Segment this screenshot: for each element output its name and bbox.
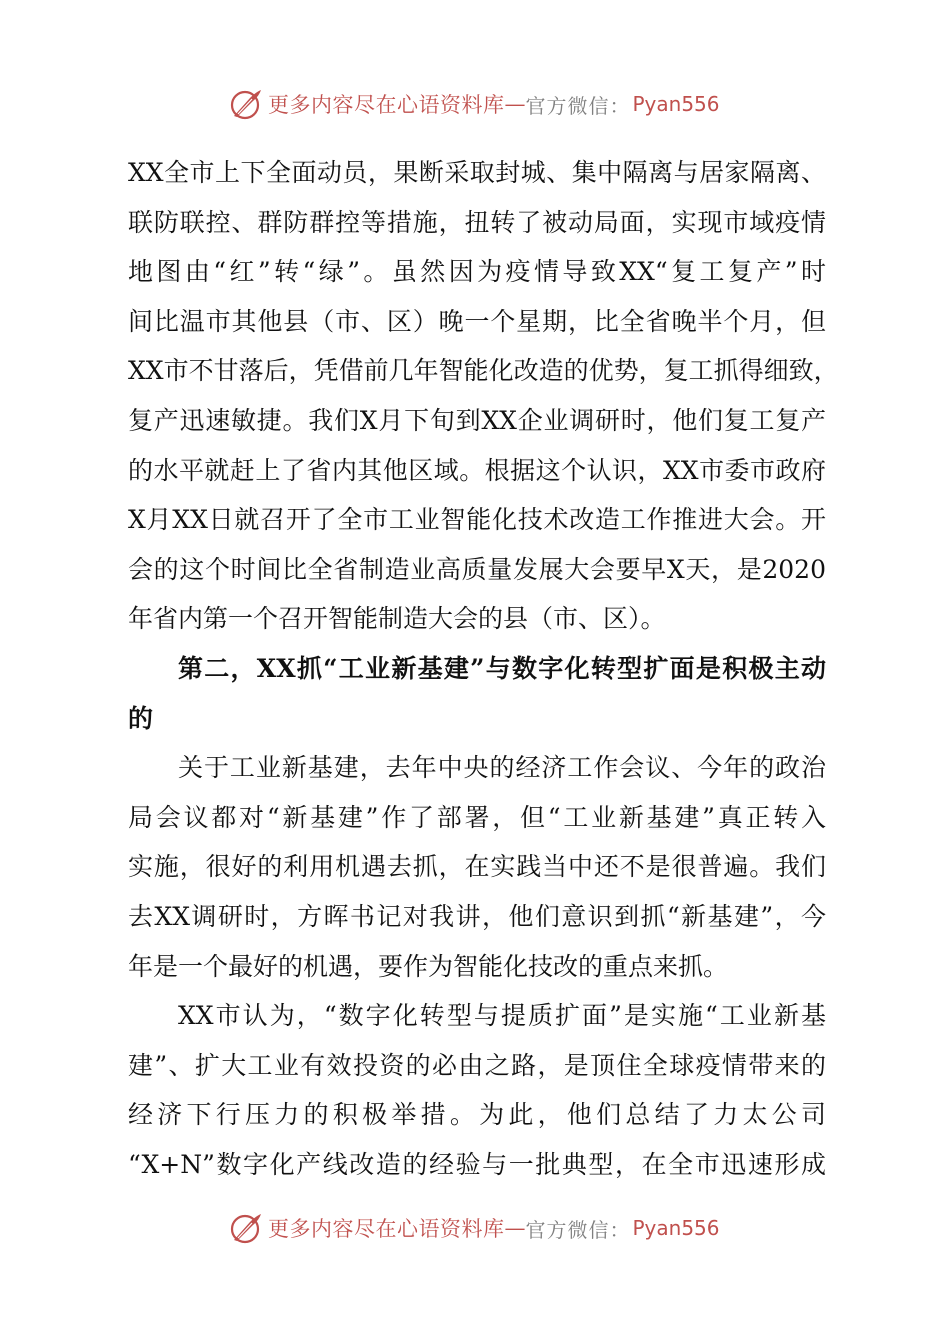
text-line: 年省内第一个召开智能制造大会的县（市、区）。 xyxy=(128,604,666,634)
text-line: 联防联控、群防群控等措施，扭转了被动局面，实现市域疫情 xyxy=(128,207,826,237)
banner-wechat-id: Pyan556 xyxy=(632,1216,720,1240)
text-line: 局会议都对“新基建”作了部署，但“工业新基建”真正转入 xyxy=(128,802,826,832)
heading-line: 第二，XX抓“工业新基建”与数字化转型扩面是积极主动 xyxy=(178,653,826,683)
text-line: 的水平就赶上了省内其他区域。根据这个认识，XX市委市政府 xyxy=(128,455,826,485)
text-line: 间比温市其他县（市、区）晚一个星期，比全省晚半个月，但 xyxy=(128,306,826,336)
text-line: X月XX日就召开了全市工业智能化技术改造工作推进大会。开 xyxy=(128,505,826,535)
heading-line: 的 xyxy=(128,703,154,733)
paragraph-1 xyxy=(128,148,839,644)
text-line: 关于工业新基建，去年中央的经济工作会议、今年的政治 xyxy=(178,753,826,783)
text-line: 年是一个最好的机遇，要作为智能化技改的重点来抓。 xyxy=(128,951,729,981)
document-body xyxy=(128,148,839,1189)
text-line: 经济下行压力的积极举措。为此，他们总结了力太公司 xyxy=(128,1100,826,1130)
paragraph-2 xyxy=(128,743,826,991)
text-line: XX市不甘落后，凭借前几年智能化改造的优势，复工抓得细致， xyxy=(128,356,839,386)
banner-dash: — xyxy=(504,1216,526,1240)
text-line: 建”、扩大工业有效投资的必由之路，是顶住全球疫情带来的 xyxy=(128,1050,826,1080)
text-line: 去XX调研时，方晖书记对我讲，他们意识到抓“新基建”，今 xyxy=(128,901,826,931)
text-line: 复产迅速敏捷。我们X月下旬到XX企业调研时，他们复工复产 xyxy=(128,405,826,435)
banner-wechat-id: Pyan556 xyxy=(632,92,720,116)
paragraph-3 xyxy=(128,991,826,1189)
banner-official-label: 官方微信： xyxy=(525,1217,631,1242)
text-line: XX全市上下全面动员，果断采取封城、集中隔离与居家隔离、 xyxy=(128,158,826,187)
footer-banner xyxy=(228,1208,748,1248)
banner-official-label: 官方微信： xyxy=(525,93,631,118)
banner-site-text: 更多内容尽在心语资料库 xyxy=(268,93,505,117)
text-line: “X+N”数字化产线改造的经验与一批典型，在全市迅速形成 xyxy=(128,1149,826,1179)
text-line: 地图由“红”转“绿”。虽然因为疫情导致XX“复工复产”时 xyxy=(128,257,826,287)
banner-site-text: 更多内容尽在心语资料库 xyxy=(268,1217,505,1241)
quill-pen-logo-icon xyxy=(228,1210,264,1246)
section-heading xyxy=(128,644,826,743)
quill-pen-logo-icon xyxy=(228,86,264,122)
text-line: 会的这个时间比全省制造业高质量发展大会要早X天，是2020 xyxy=(128,554,826,584)
header-banner xyxy=(228,84,748,124)
text-line: 实施，很好的利用机遇去抓，在实践当中还不是很普遍。我们 xyxy=(128,852,826,882)
text-line: XX市认为，“数字化转型与提质扩面”是实施“工业新基 xyxy=(178,1001,826,1031)
banner-dash: — xyxy=(504,92,526,116)
